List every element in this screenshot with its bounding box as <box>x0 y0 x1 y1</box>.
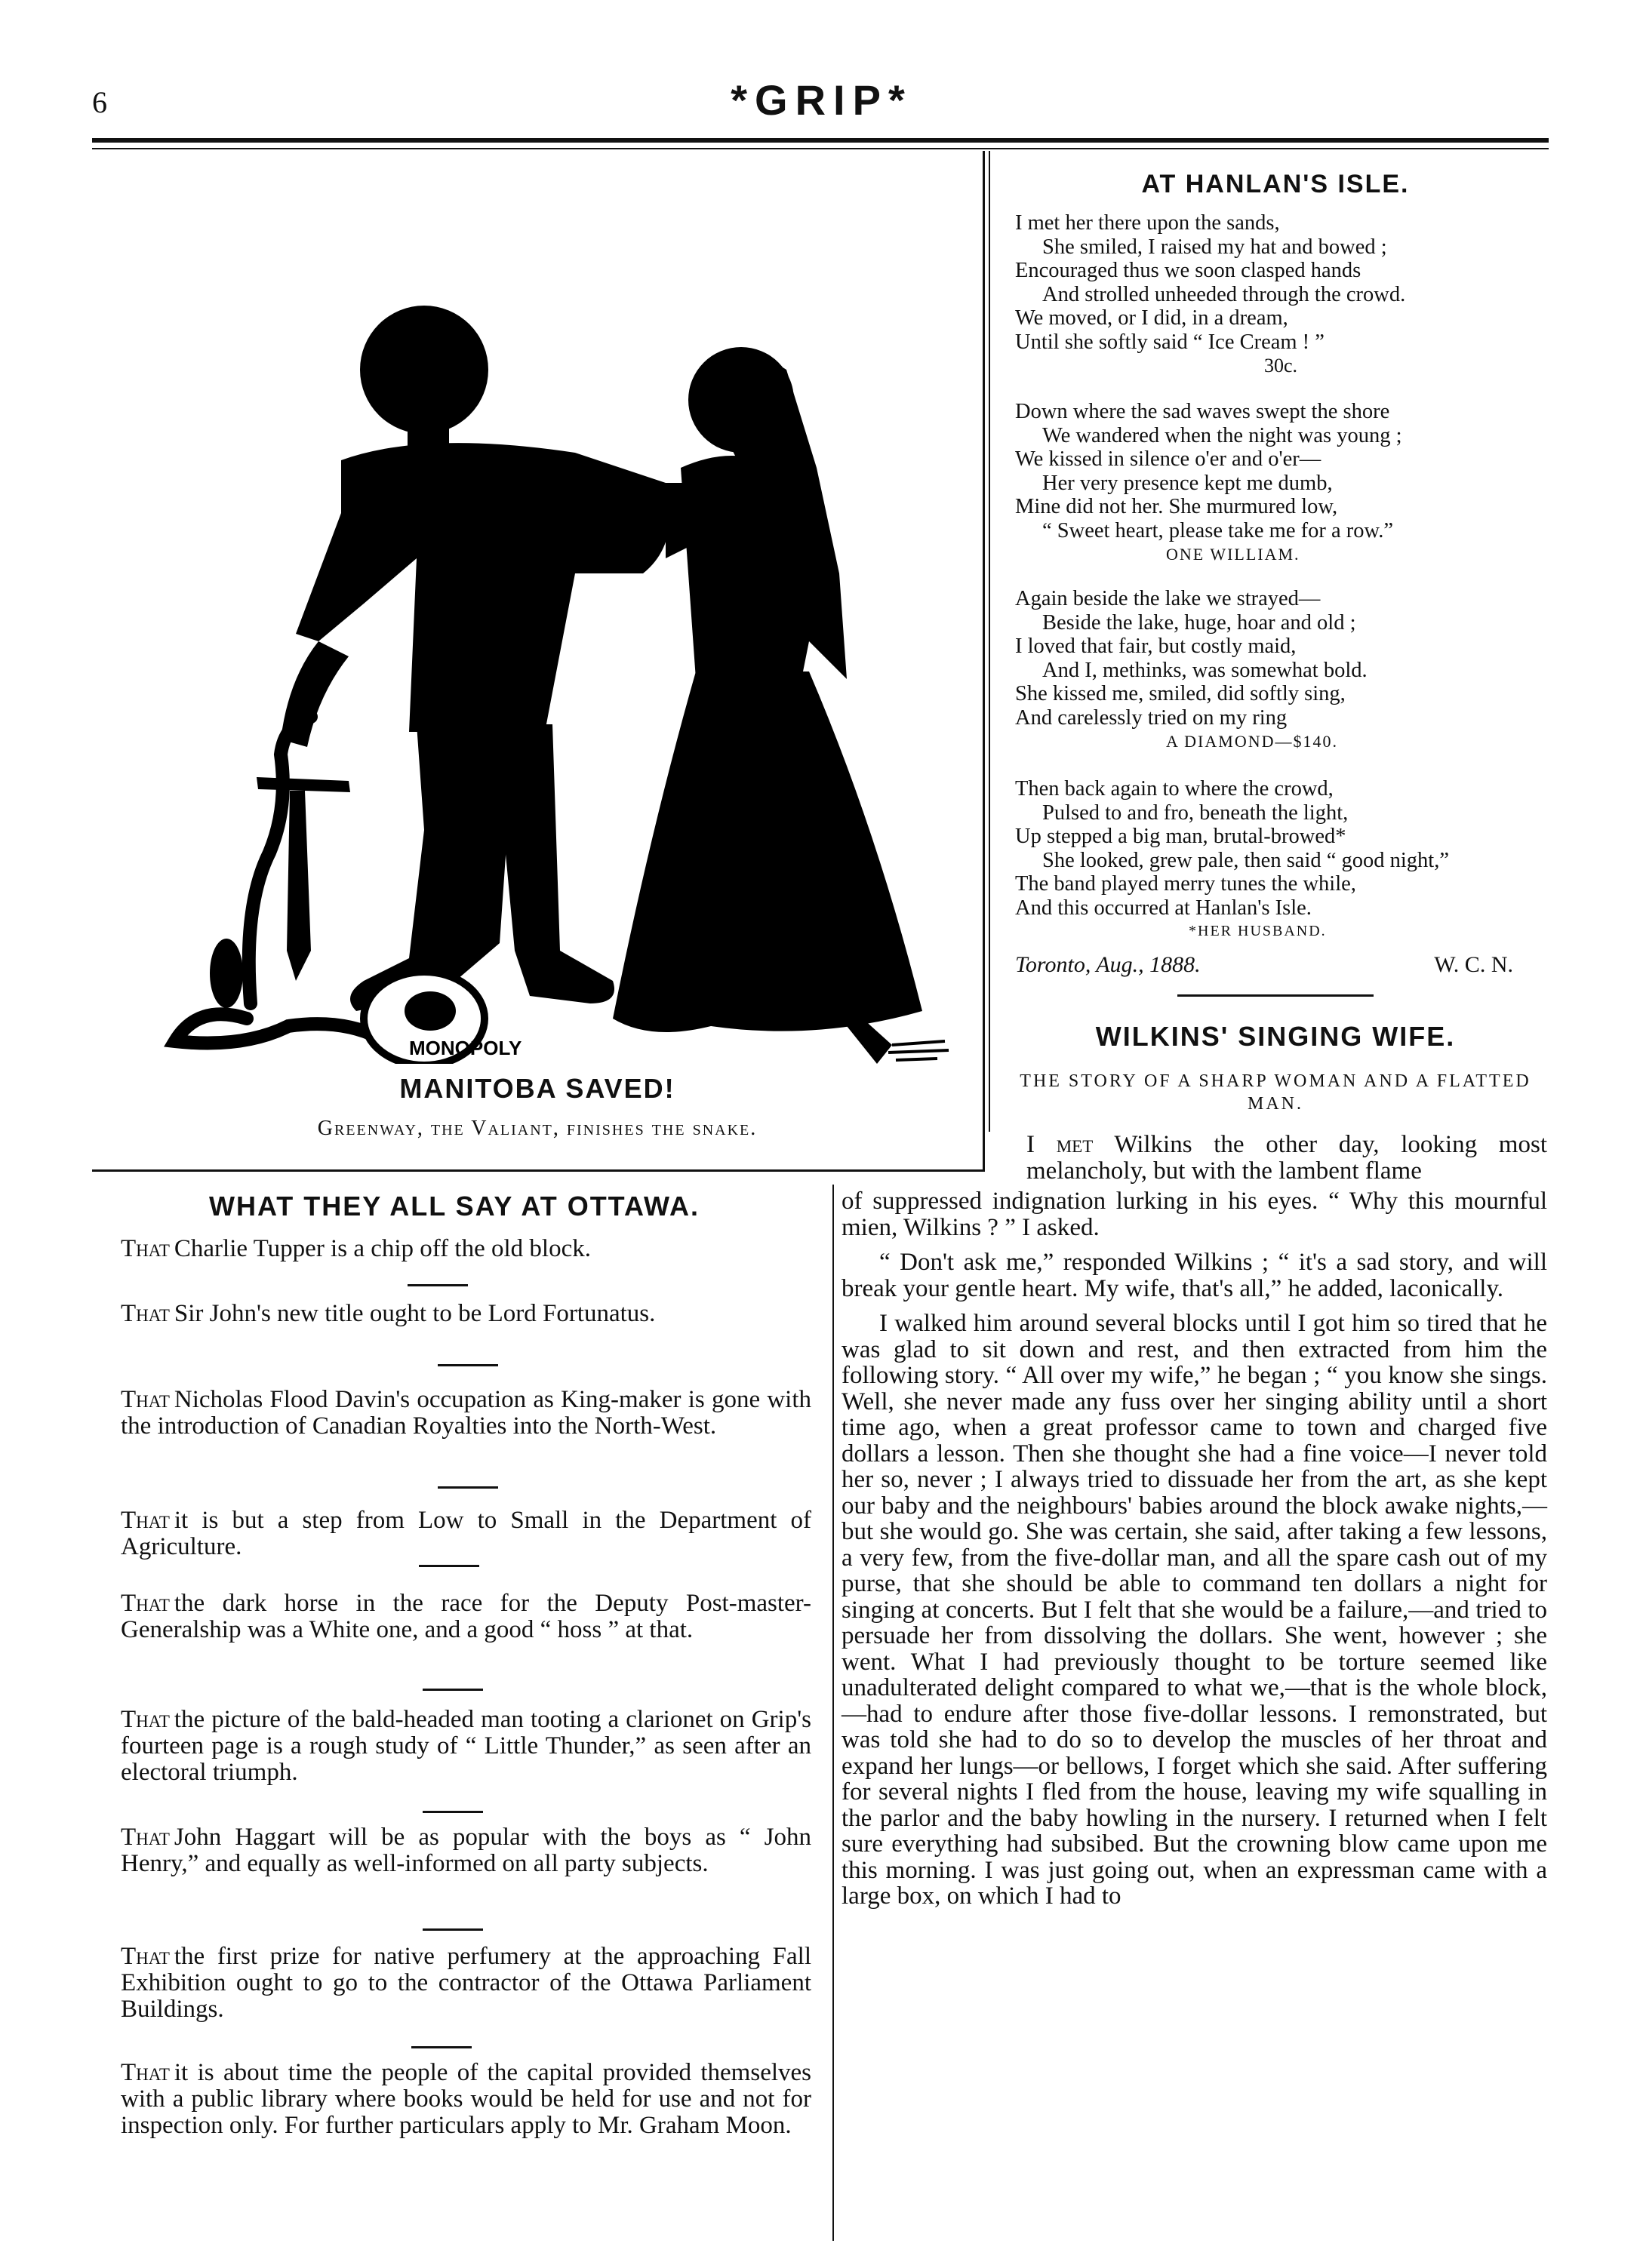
ottawa-item <box>121 1824 811 1877</box>
item-text: John Haggart will be as popular with the boys as “ John Henry,” and equally as well-informed on all party subjects. <box>121 1824 811 1877</box>
item-divider <box>423 1811 483 1813</box>
poem-stanza-2 <box>1015 400 1558 567</box>
ottawa-item <box>121 1944 811 2023</box>
item-divider <box>411 2046 472 2048</box>
ottawa-item <box>121 2060 811 2139</box>
story-opening <box>1026 1132 1547 1184</box>
ground-hatching <box>888 1041 949 1060</box>
story-body <box>841 1188 1547 1910</box>
poem-line: Down where the sad waves swept the shore <box>1015 400 1390 423</box>
poem-line: The band played merry tunes the while, <box>1015 872 1356 896</box>
sword-silhouette <box>257 777 350 981</box>
item-text: Nicholas Flood Davin's occupation as King-maker is gone with the introduction of Canadian Royalties into the North-West. <box>121 1386 811 1440</box>
poem-line: Her very presence kept me dumb, <box>1042 471 1333 495</box>
poem-line: She looked, grew pale, then said “ good night,” <box>1042 848 1449 872</box>
place-date: Toronto, Aug., 1888. <box>1015 952 1201 977</box>
item-divider <box>438 1486 498 1489</box>
item-divider <box>408 1284 468 1286</box>
poem-line: Again beside the lake we strayed— <box>1015 587 1321 610</box>
poem-signature-line <box>1015 952 1543 978</box>
poem-line: We kissed in silence o'er and o'er— <box>1015 447 1321 471</box>
poem-tag: ONE WILLIAM. <box>1166 545 1300 564</box>
item-lead: That <box>121 1943 170 1970</box>
collar-label: MONOPOLY <box>409 1037 522 1059</box>
item-text: it is about time the people of the capital provided themselves with a public library where books would be held for use and not for inspection only. For further particulars apply to Mr. Graham Moon. <box>121 2059 811 2139</box>
story-paragraph: of suppressed indignation lurking in his eyes. “ Why this mournful mien, Wilkins ? ” I asked. <box>841 1188 1547 1241</box>
poem-tag: A DIAMOND—$140. <box>1166 732 1338 751</box>
item-divider <box>419 1565 479 1567</box>
item-text: Sir John's new title ought to be Lord Fortunatus. <box>174 1300 656 1327</box>
poem-stanza-4 <box>1015 777 1558 944</box>
header-rule-thick <box>92 138 1549 143</box>
silhouette-figures <box>92 151 983 1064</box>
poem-tag: 30c. <box>1264 355 1298 376</box>
page-number: 6 <box>92 85 107 119</box>
poem-line: Then back again to where the crowd, <box>1015 777 1334 801</box>
man-silhouette <box>281 306 696 1011</box>
item-lead: That <box>121 1824 170 1851</box>
poem-line: We moved, or I did, in a dream, <box>1015 306 1288 330</box>
ottawa-item <box>121 1387 811 1440</box>
story-title: WILKINS' SINGING WIFE. <box>1095 1021 1456 1052</box>
story-paragraph: I walked him around several blocks until I got him so tired that he was glad to sit down and rest, and then extracted from him the following story. “ All over my wife,” he began ; “ you know she sings. Well, she never made any fuss over her singing ability until a short time ago, when a great professor came to town and charged five dollars a lesson. Then she thought she had a fine voice—I never told her so, never ; I always tried to dissuade her from the art, as she kept our baby and the neighbours' babies around the block awake nights,—but she would go. She was certain, she said, after taking a few lessons, a very few, from the five-dollar man, and all the spare cash out of my purse, that she should be able to command ten dollars a night for singing at concerts. But I felt that she would be a failure,—and tried to persuade her from dissolving the dollars. She went, however ; she went. What I had previously thought to be torture seemed like unadulterated delight compared to what we,—that is the whole block,—had to endure after those five-dollar lessons. I remonstrated, but was told she had to do so to develop the muscles of her throat and expand her lungs—or bellows, I forget which she said. After suffering for several nights I fled from the house, leaving my wife squalling in the parlor and the baby howling in the nursery. I returned when I felt sure everything had subsibed. But the crowning blow came upon me this morning. I was just going out, when an expressman came with a large box, on which I had to <box>841 1310 1547 1910</box>
snake-head <box>210 939 243 1008</box>
ottawa-item <box>121 1590 811 1643</box>
item-divider <box>423 1928 483 1931</box>
story-paragraph: “ Don't ask me,” responded Wilkins ; “ it's a sad story, and will break your gentle heart. My wife, that's all,” he added, laconically. <box>841 1249 1547 1302</box>
item-lead: That <box>121 1507 170 1534</box>
poem-line: She kissed me, smiled, did softly sing, <box>1015 682 1346 705</box>
poem-tag: *HER HUSBAND. <box>1189 923 1327 939</box>
ottawa-item <box>121 1507 811 1560</box>
column-rule-upper <box>989 151 990 1132</box>
item-lead: That <box>121 1706 170 1733</box>
poem-stanza-3 <box>1015 587 1558 754</box>
item-lead: That <box>121 1235 170 1262</box>
poem-line: We wandered when the night was young ; <box>1042 423 1402 447</box>
item-lead: That <box>121 1300 170 1327</box>
ottawa-item <box>121 1707 811 1786</box>
poem-line: “ Sweet heart, please take me for a row.” <box>1042 518 1394 542</box>
item-text: the dark horse in the race for the Deputy Post-master-Generalship was a White one, and a good “ hoss ” at that. <box>121 1590 811 1643</box>
poem-line: And carelessly tried on my ring <box>1015 705 1288 730</box>
poem-line: I met her there upon the sands, <box>1015 211 1280 235</box>
poem-line: Until she softly said “ Ice Cream ! ” <box>1015 330 1325 354</box>
poem-line: Encouraged thus we soon clasped hands <box>1015 259 1361 282</box>
item-divider <box>423 1689 483 1691</box>
story-subtitle: THE STORY OF A SHARP WOMAN AND A FLATTED MAN. <box>1020 1071 1531 1114</box>
ottawa-item <box>121 1236 811 1262</box>
opening-text: Wilkins the other day, looking most melancholy, but with the lambent flame <box>1026 1131 1547 1185</box>
opening-lead: I met <box>1026 1131 1094 1158</box>
item-text: it is but a step from Low to Small in the Department of Agriculture. <box>121 1507 811 1560</box>
poem-stanza-1 <box>1015 211 1558 378</box>
item-lead: That <box>121 2059 170 2086</box>
column-rule-lower <box>832 1185 834 2241</box>
section-divider <box>1177 994 1374 997</box>
caption-subtitle: Greenway, the Valiant, finishes the snake. <box>317 1117 758 1140</box>
item-text: the picture of the bald-headed man tooting a clarionet on Grip's fourteen page is a rough study of “ Little Thunder,” as seen after an electoral triumph. <box>121 1706 811 1786</box>
item-text: Charlie Tupper is a chip off the old block. <box>174 1235 591 1262</box>
poem-line: And strolled unheeded through the crowd. <box>1042 282 1406 306</box>
monopoly-collar <box>364 972 522 1064</box>
poem-line: She smiled, I raised my hat and bowed ; <box>1042 235 1387 259</box>
item-lead: That <box>121 1386 170 1413</box>
masthead: *GRIP* <box>731 76 912 124</box>
poem-line: And I, methinks, was somewhat bold. <box>1042 658 1368 682</box>
poem-title: AT HANLAN'S ISLE. <box>1141 170 1410 198</box>
ottawa-title: WHAT THEY ALL SAY AT OTTAWA. <box>208 1191 700 1222</box>
poem-line: Pulsed to and fro, beneath the light, <box>1042 801 1349 825</box>
header-rule-thin <box>92 148 1549 149</box>
snake-silhouette <box>175 717 379 1043</box>
ottawa-item <box>121 1301 811 1327</box>
poem-line: Mine did not her. She murmured low, <box>1015 495 1338 518</box>
poem-line: Up stepped a big man, brutal-browed* <box>1015 825 1346 848</box>
item-divider <box>438 1364 498 1366</box>
author-initials: W. C. N. <box>1434 952 1513 977</box>
caption-title: MANITOBA SAVED! <box>399 1073 675 1104</box>
item-lead: That <box>121 1590 170 1617</box>
poem-line: And this occurred at Hanlan's Isle. <box>1015 896 1312 920</box>
poem-line: Beside the lake, huge, hoar and old ; <box>1042 610 1356 635</box>
poem-line: I loved that fair, but costly maid, <box>1015 635 1297 658</box>
illustration <box>92 151 985 1172</box>
item-text: the first prize for native perfumery at the approaching Fall Exhibition ought to go to the contractor of the Ottawa Parliament Buildings. <box>121 1943 811 2023</box>
woman-silhouette <box>613 347 922 1064</box>
